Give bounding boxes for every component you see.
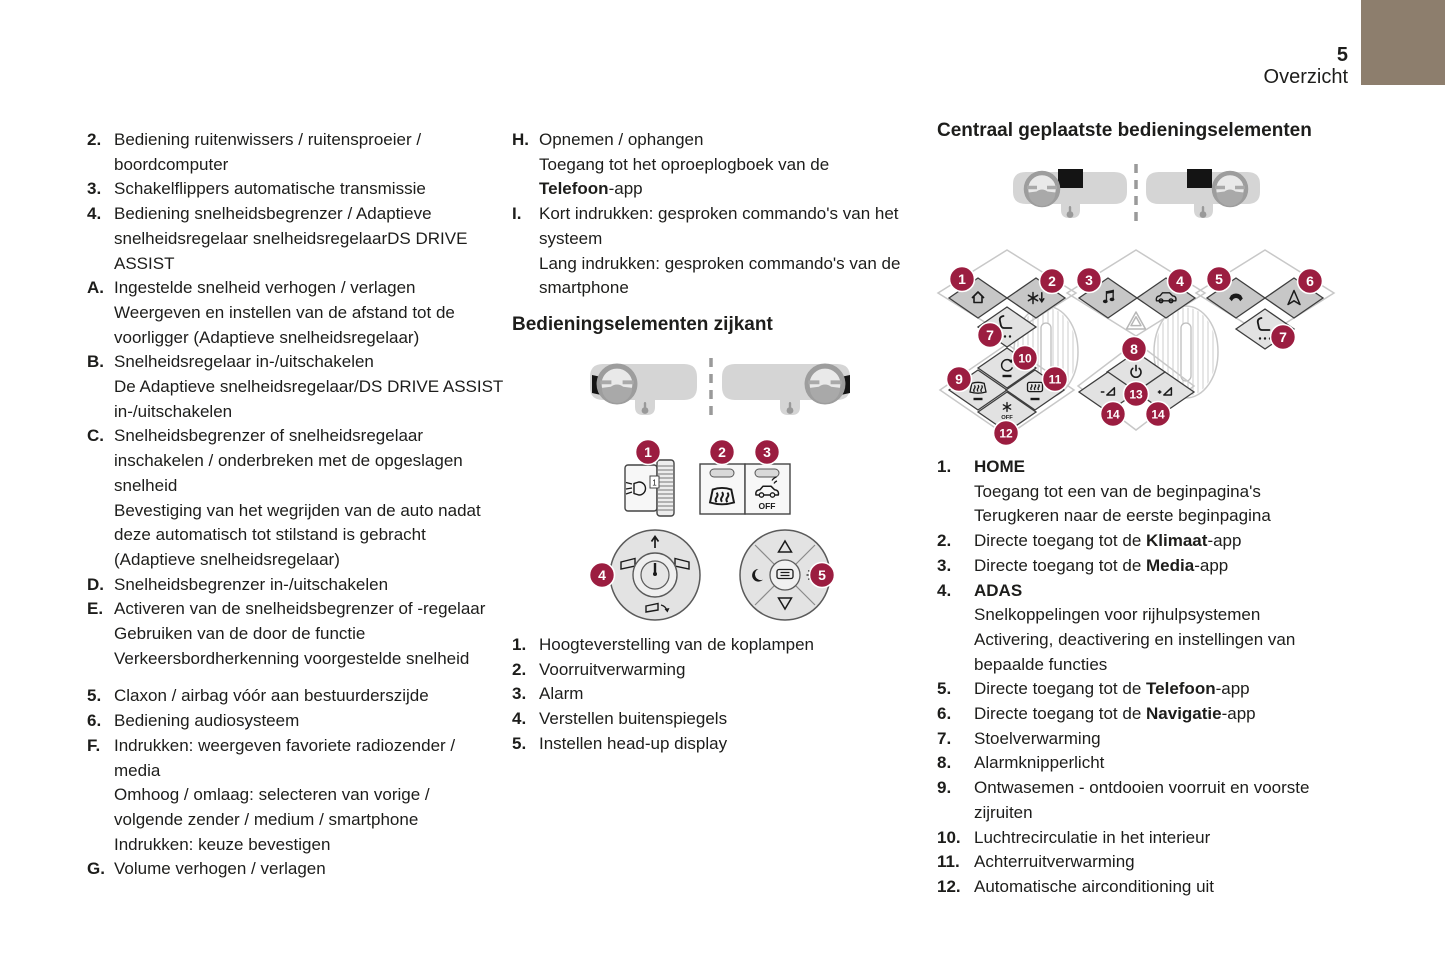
list-item	[937, 677, 1367, 702]
list-text: Alarm	[539, 684, 584, 704]
svg-text:8: 8	[1130, 340, 1138, 357]
headlamp-leveling-dial	[625, 460, 674, 516]
badge-9	[947, 367, 972, 392]
list-item	[87, 573, 507, 598]
dashboard-right	[1146, 169, 1260, 218]
list-marker: 6.	[87, 711, 102, 731]
list-item	[87, 128, 507, 177]
list-item	[87, 276, 507, 350]
dashboard-left	[590, 364, 697, 415]
side-controls-diagram	[558, 352, 892, 642]
list-text: Hoogteverstelling van de koplampen	[539, 635, 815, 654]
badge-7-left	[978, 323, 1003, 348]
list-item	[87, 350, 507, 424]
list-text: Luchtrecirculatie in het interieur	[974, 827, 1211, 847]
list-item	[512, 202, 922, 301]
list-marker: 8.	[937, 753, 952, 773]
seat-heat-dots	[1259, 337, 1271, 339]
badge-7-right	[1271, 325, 1296, 350]
list-text: Directe toegang tot de Media-app	[974, 555, 1229, 575]
dashboard-left	[1013, 169, 1127, 218]
list-marker: F.	[87, 735, 101, 755]
list-item	[937, 875, 1367, 900]
list-text: Voorruitverwarming	[539, 659, 686, 679]
list-item	[87, 857, 507, 882]
svg-text:9: 9	[955, 370, 963, 387]
svg-text:12: 12	[999, 426, 1013, 441]
svg-text:OFF: OFF	[1001, 415, 1013, 421]
svg-text:7: 7	[986, 326, 994, 343]
central-screen-marker	[1058, 169, 1083, 188]
svg-text:4: 4	[1176, 272, 1184, 289]
badge-6	[1298, 269, 1323, 294]
list-marker: A.	[87, 278, 104, 298]
badge-3	[1077, 268, 1102, 293]
central-controls-diagram	[928, 158, 1362, 458]
svg-text:2: 2	[1048, 272, 1056, 289]
svg-text:3: 3	[1085, 271, 1093, 288]
badge-1	[950, 267, 975, 292]
steering-wheel-icon	[1214, 173, 1246, 206]
right-column	[937, 455, 1367, 900]
list-marker: 1.	[937, 457, 952, 476]
dashboard-right	[722, 364, 850, 415]
list-item	[87, 684, 507, 709]
list-item	[937, 751, 1367, 776]
list-text: Directe toegang tot de Klimaat-app	[974, 531, 1242, 551]
list-item	[512, 128, 922, 202]
off-label: OFF	[758, 501, 776, 511]
list-marker: 7.	[937, 728, 952, 748]
svg-text:6: 6	[1306, 272, 1314, 289]
list-marker: 3.	[937, 555, 952, 575]
badge-1	[636, 440, 661, 465]
svg-text:5: 5	[1215, 270, 1223, 287]
list-text: Directe toegang tot de Telefoon-app	[974, 679, 1250, 699]
list-marker: D.	[87, 574, 104, 594]
badge-10	[1013, 346, 1038, 371]
svg-text:3: 3	[763, 443, 771, 460]
list-marker: 11.	[937, 852, 960, 872]
list-text: Ontwasemen - ontdooien voorruit en voorste zijruiten	[974, 778, 1310, 822]
badge-2	[1040, 269, 1065, 294]
list-marker: 3.	[87, 179, 102, 199]
page-header	[1100, 44, 1348, 88]
badge-3	[755, 440, 780, 465]
svg-text:5: 5	[818, 566, 826, 583]
wheel-position-label: 1	[652, 478, 657, 488]
list-text: Claxon / airbag vóór aan bestuurderszijde	[114, 686, 429, 706]
badge-5	[810, 563, 835, 588]
list-marker: 10.	[937, 827, 961, 847]
left-column	[87, 128, 507, 882]
list-marker: 4.	[87, 204, 102, 224]
list-item	[87, 202, 507, 276]
list-marker: 5.	[937, 679, 952, 699]
steering-wheel-icon	[1026, 173, 1058, 206]
list-text: Schakelflippers automatische transmissie	[114, 179, 426, 199]
list-text: Volume verhogen / verlagen	[114, 859, 326, 879]
list-text: ADAS Snelkoppelingen voor rijhulpsystemen Activering, deactivering en instellingen van bepaalde functies	[974, 580, 1296, 674]
page-number: 5	[1336, 44, 1348, 66]
svg-text:11: 11	[1048, 372, 1062, 387]
central-controls-heading: Centraal geplaatste bedieningselementen	[937, 120, 1312, 141]
list-marker: B.	[87, 352, 104, 372]
list-marker: 2.	[937, 531, 952, 551]
list-item	[512, 707, 922, 732]
list-item	[937, 529, 1367, 554]
svg-text:7: 7	[1279, 328, 1287, 345]
list-item	[937, 826, 1367, 851]
list-text: Kort indrukken: gesproken commando's van het systeem Lang indrukken: gesproken commando's van de smartphone	[539, 204, 901, 298]
badge-5	[1207, 267, 1232, 292]
section-title: Overzicht	[1263, 66, 1348, 88]
steering-wheel-icon	[807, 366, 843, 403]
list-item	[937, 702, 1367, 727]
side-controls-heading: Bedieningselementen zijkant	[512, 314, 773, 335]
list-item	[512, 682, 922, 707]
list-marker: 4.	[937, 580, 952, 600]
list-text: Automatische airconditioning uit	[974, 876, 1215, 896]
list-text: Opnemen / ophangen Toegang tot het oproeplogboek van de Telefoon-app	[539, 130, 830, 199]
list-item	[87, 709, 507, 734]
list-item	[87, 597, 507, 671]
list-marker: 5.	[512, 733, 527, 753]
badge-4	[590, 563, 615, 588]
badge-14-right	[1146, 402, 1171, 427]
svg-text:10: 10	[1018, 351, 1032, 366]
list-marker: 2.	[512, 659, 527, 679]
list-item	[937, 579, 1367, 678]
list-item	[512, 732, 922, 757]
list-text: Stoelverwarming	[974, 728, 1101, 748]
mirror-adjust-dial	[610, 530, 700, 620]
list-item	[937, 776, 1367, 825]
middle-column-items	[512, 128, 922, 301]
badge-8	[1122, 337, 1147, 362]
badge-13	[1124, 382, 1149, 407]
list-item	[937, 850, 1367, 875]
windscreen-heating-button	[700, 464, 745, 514]
list-text: Alarmknipperlicht	[974, 753, 1105, 773]
svg-text:14: 14	[1106, 407, 1120, 422]
steering-wheel-icon	[599, 366, 635, 403]
list-marker: 2.	[87, 130, 102, 149]
list-text: Snelheidsbegrenzer in-/uitschakelen	[114, 574, 389, 594]
list-marker: 5.	[87, 686, 102, 706]
list-item	[937, 727, 1367, 752]
list-text: Ingestelde snelheid verhogen / verlagen Weergeven en instellen van de afstand tot de voorligger (Adaptieve snelheidsregelaar)	[114, 278, 455, 347]
alarm-off-button	[745, 464, 790, 514]
svg-text:2: 2	[718, 443, 726, 460]
list-item	[512, 633, 922, 658]
list-item	[87, 734, 507, 858]
list-marker: H.	[512, 130, 529, 149]
list-marker: C.	[87, 426, 104, 446]
badge-4	[1168, 269, 1193, 294]
svg-text:14: 14	[1151, 407, 1165, 422]
badge-2	[710, 440, 735, 465]
list-text: HOME Toegang tot een van de beginpagina's Terugkeren naar de eerste beginpagina	[974, 457, 1271, 526]
list-text: Directe toegang tot de Navigatie-app	[974, 704, 1256, 724]
badge-12	[994, 421, 1019, 446]
list-text: Verstellen buitenspiegels	[539, 709, 728, 729]
list-item	[937, 455, 1367, 529]
list-marker: G.	[87, 859, 105, 879]
svg-text:13: 13	[1129, 387, 1143, 402]
list-text: Indrukken: weergeven favoriete radiozender / media Omhoog / omlaag: selecteren van vorige / volgende zender / medium / smartphone Indrukken: keuze bevestigen	[114, 735, 456, 854]
side-controls-list	[512, 633, 922, 757]
hazard-icon	[1127, 312, 1146, 329]
svg-text:1: 1	[644, 443, 652, 460]
list-marker: 9.	[937, 778, 952, 798]
svg-text:4: 4	[598, 566, 606, 583]
list-text: Snelheidsregelaar in-/uitschakelen De Adaptieve snelheidsregelaar/DS DRIVE ASSIST in-/uitschakelen	[114, 352, 504, 421]
list-text: Bediening audiosysteem	[114, 711, 300, 731]
list-marker: 4.	[512, 709, 527, 729]
svg-text:1: 1	[958, 270, 966, 287]
list-marker: E.	[87, 599, 104, 619]
list-marker: 12.	[937, 876, 961, 896]
list-marker: 3.	[512, 684, 527, 704]
badge-11	[1043, 367, 1068, 392]
list-text: Activeren van de snelheidsbegrenzer of -regelaar Gebruiken van de door de functie Verkeersbordherkenning voorgestelde snelheid	[114, 599, 486, 668]
section-tab	[1361, 0, 1445, 85]
list-item	[87, 424, 507, 572]
list-text: Instellen head-up display	[539, 733, 728, 753]
list-item	[937, 554, 1367, 579]
list-marker: 6.	[937, 704, 952, 724]
list-item	[512, 658, 922, 683]
list-text: Bediening ruitenwissers / ruitensproeier / boordcomputer	[114, 130, 422, 174]
list-marker: I.	[512, 204, 522, 224]
list-text: Bediening snelheidsbegrenzer / Adaptieve snelheidsregelaar snelheidsregelaarDS DRIVE ASSIST	[114, 204, 468, 273]
list-item	[87, 177, 507, 202]
list-text: Snelheidsbegrenzer of snelheidsregelaar inschakelen / onderbreken met de opgeslagen snelheid Bevestiging van het wegrijden van de auto nadat deze automatisch tot stilstand is gebracht (Adaptieve snelheidsregelaar)	[114, 426, 481, 569]
list-text: Achterruitverwarming	[974, 852, 1135, 872]
badge-14-left	[1101, 402, 1126, 427]
central-screen-marker	[1187, 169, 1212, 188]
list-marker: 1.	[512, 635, 527, 654]
